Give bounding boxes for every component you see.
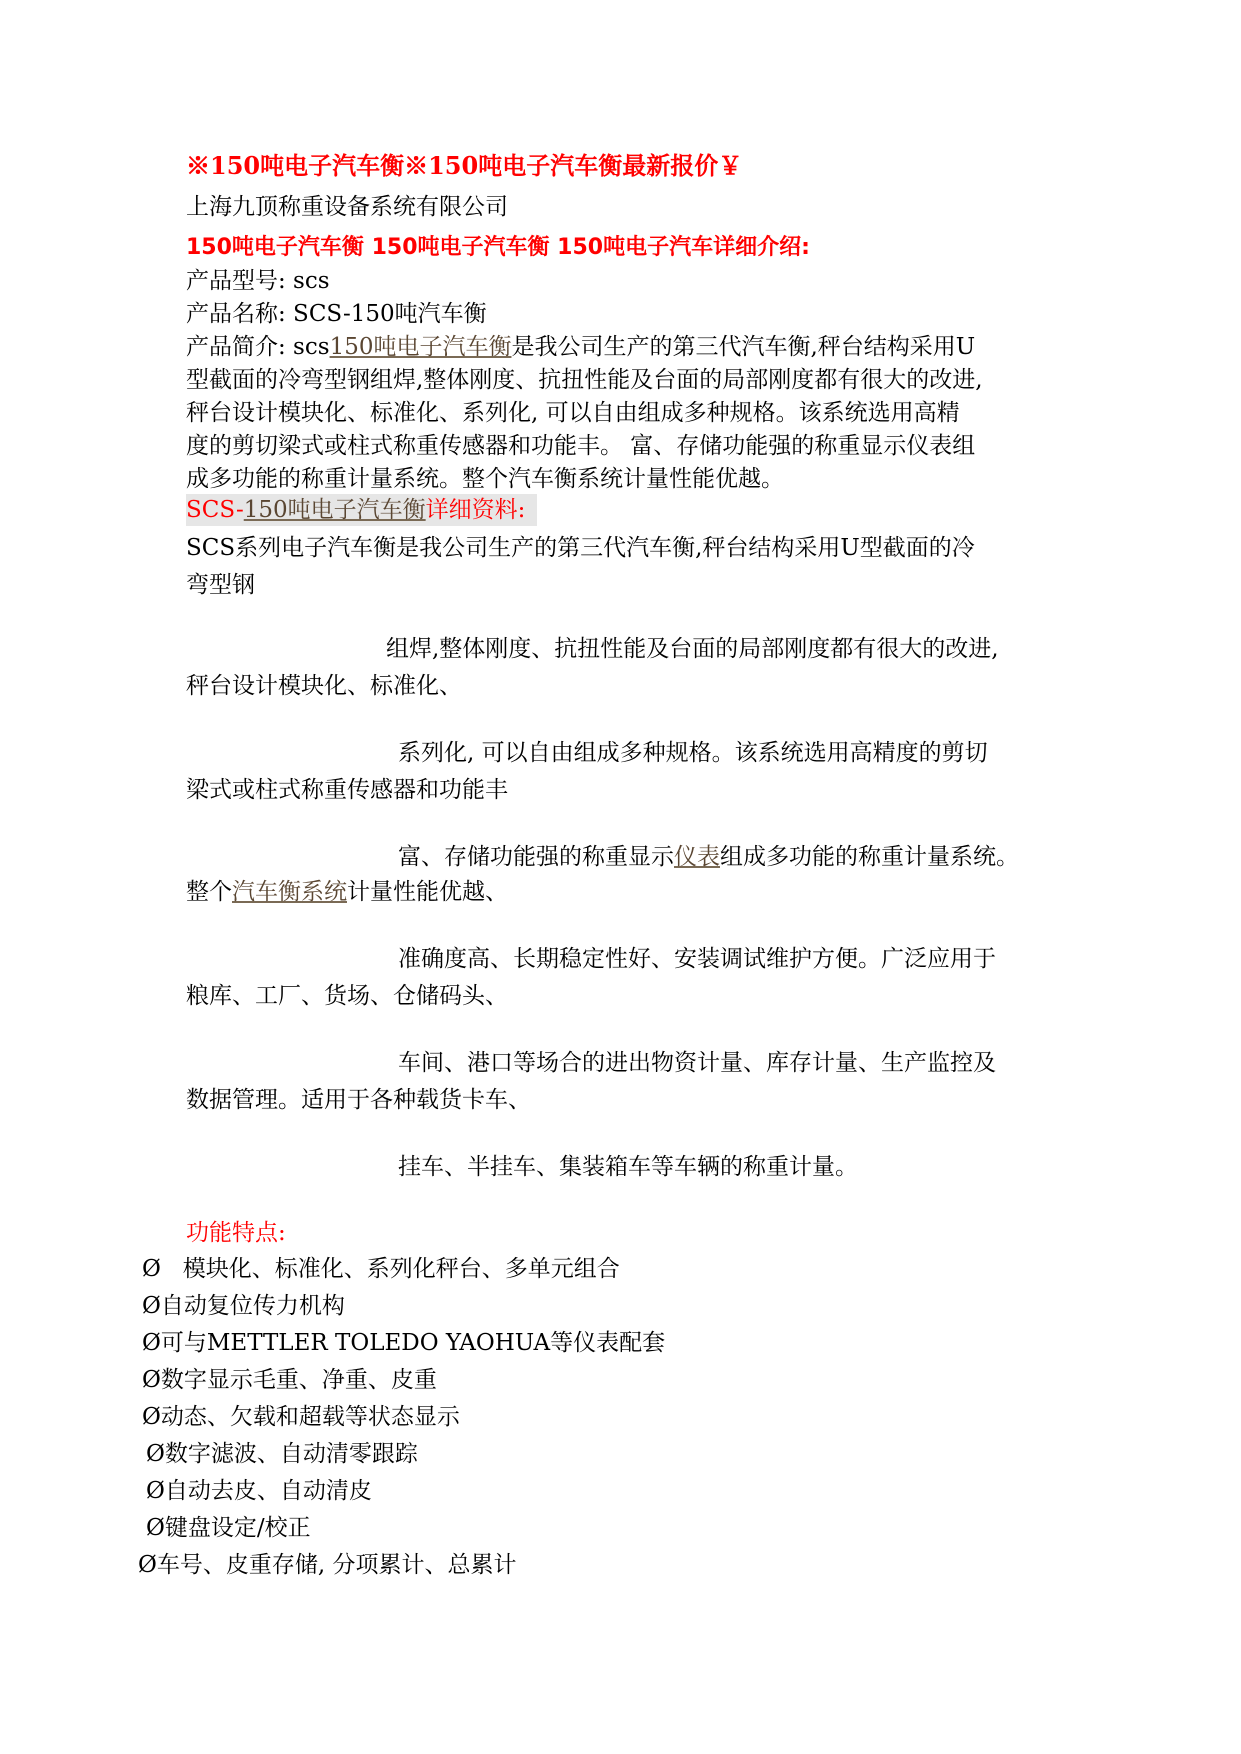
- detail-heading-prefix: SCS-: [186, 497, 244, 523]
- feature-text: 动态、欠载和超载等状态显示: [160, 1404, 460, 1430]
- bullet-icon: Ø: [142, 1256, 161, 1282]
- intro-line-4: 度的剪切梁式或柱式称重传感器和功能丰。 富、存储功能强的称重显示仪表组: [186, 433, 976, 459]
- feature-item: [146, 1512, 311, 1544]
- instrument-link[interactable]: 仪表: [674, 844, 720, 870]
- bullet-icon: Ø: [142, 1367, 161, 1393]
- intro-line-3: 秤台设计模块化、标准化、系列化, 可以自由组成多种规格。该系统选用高精: [186, 400, 960, 426]
- product-name: 产品名称: SCS-150吨汽车衡: [186, 301, 487, 327]
- bullet-icon: Ø: [146, 1515, 165, 1541]
- detail-p2-line-2: 秤台设计模块化、标准化、: [186, 673, 462, 699]
- product-model: 产品型号: scs: [186, 268, 330, 294]
- detail-p5-line-2: 粮库、工厂、货场、仓储码头、: [186, 983, 508, 1009]
- detail-p4-pre: 富、存储功能强的称重显示: [398, 844, 674, 870]
- detail-p4b-post: 计量性能优越、: [347, 879, 508, 905]
- feature-item: [142, 1364, 437, 1396]
- detail-p2-line-1: 组焊,整体刚度、抗扭性能及台面的局部刚度都有很大的改进,: [386, 636, 999, 662]
- detail-p6-line-2: 数据管理。适用于各种载货卡车、: [186, 1087, 531, 1113]
- detail-p3-line-1: 系列化, 可以自由组成多种规格。该系统选用高精度的剪切: [398, 740, 988, 766]
- feature-text: 数字显示毛重、净重、皮重: [160, 1367, 437, 1393]
- intro-prefix: 产品简介: scs: [186, 334, 330, 360]
- detail-heading-link[interactable]: 150吨电子汽车衡: [243, 497, 426, 523]
- bullet-icon: Ø: [142, 1330, 161, 1356]
- feature-text: 数字滤波、自动清零跟踪: [164, 1441, 418, 1467]
- intro-line-1-rest: 是我公司生产的第三代汽车衡,秤台结构采用U: [511, 334, 976, 360]
- feature-text: 自动复位传力机构: [160, 1293, 345, 1319]
- page-title: ※150吨电子汽车衡※150吨电子汽车衡最新报价￥: [186, 151, 743, 180]
- features-heading: 功能特点:: [186, 1220, 286, 1246]
- feature-item: [142, 1290, 345, 1322]
- subtitle: 150吨电子汽车衡 150吨电子汽车衡 150吨电子汽车详细介绍:: [186, 235, 810, 260]
- detail-p7-line-1: 挂车、半挂车、集装箱车等车辆的称重计量。: [398, 1154, 858, 1180]
- feature-text: 键盘设定/校正: [164, 1515, 311, 1541]
- feature-item: [142, 1401, 460, 1433]
- bullet-icon: Ø: [142, 1404, 161, 1430]
- detail-p4-line-1: [398, 841, 1019, 873]
- detail-p4-post: 组成多功能的称重计量系统。: [720, 844, 1019, 870]
- detail-p3-line-2: 梁式或柱式称重传感器和功能丰: [186, 777, 508, 803]
- intro-product-link[interactable]: 150吨电子汽车衡: [329, 334, 512, 360]
- feature-item: [146, 1475, 372, 1507]
- feature-text: 自动去皮、自动清皮: [164, 1478, 372, 1504]
- feature-text: 可与METTLER TOLEDO YAOHUA等仪表配套: [160, 1330, 666, 1356]
- bullet-icon: Ø: [146, 1441, 165, 1467]
- detail-heading-suffix: 详细资料:: [425, 497, 526, 523]
- detail-p4b-pre: 整个: [186, 879, 232, 905]
- detail-p6-line-1: 车间、港口等场合的进出物资计量、库存计量、生产监控及: [398, 1050, 996, 1076]
- detail-p5-line-1: 准确度高、长期稳定性好、安装调试维护方便。广泛应用于: [398, 946, 996, 972]
- feature-item: [142, 1253, 620, 1285]
- feature-item: [142, 1327, 665, 1359]
- detail-p4-line-2: [186, 876, 508, 908]
- feature-item: [146, 1438, 418, 1470]
- detail-heading: [186, 494, 537, 526]
- feature-text: 车号、皮重存储, 分项累计、总累计: [156, 1552, 517, 1578]
- truck-scale-system-link[interactable]: 汽车衡系统: [232, 879, 347, 905]
- intro-line-5: 成多功能的称重计量系统。整个汽车衡系统计量性能优越。: [186, 466, 784, 492]
- intro-line-2: 型截面的冷弯型钢组焊,整体刚度、抗扭性能及台面的局部刚度都有很大的改进,: [186, 367, 983, 393]
- intro-line-1: [186, 331, 975, 363]
- feature-text: 模块化、标准化、系列化秤台、多单元组合: [182, 1256, 620, 1282]
- feature-item: [138, 1549, 516, 1581]
- bullet-icon: Ø: [138, 1552, 157, 1578]
- company-name: 上海九顶称重设备系统有限公司: [186, 194, 508, 220]
- detail-p1-line-1: SCS系列电子汽车衡是我公司生产的第三代汽车衡,秤台结构采用U型截面的冷: [186, 535, 975, 561]
- bullet-icon: Ø: [142, 1293, 161, 1319]
- detail-p1-line-2: 弯型钢: [186, 572, 255, 598]
- bullet-icon: Ø: [146, 1478, 165, 1504]
